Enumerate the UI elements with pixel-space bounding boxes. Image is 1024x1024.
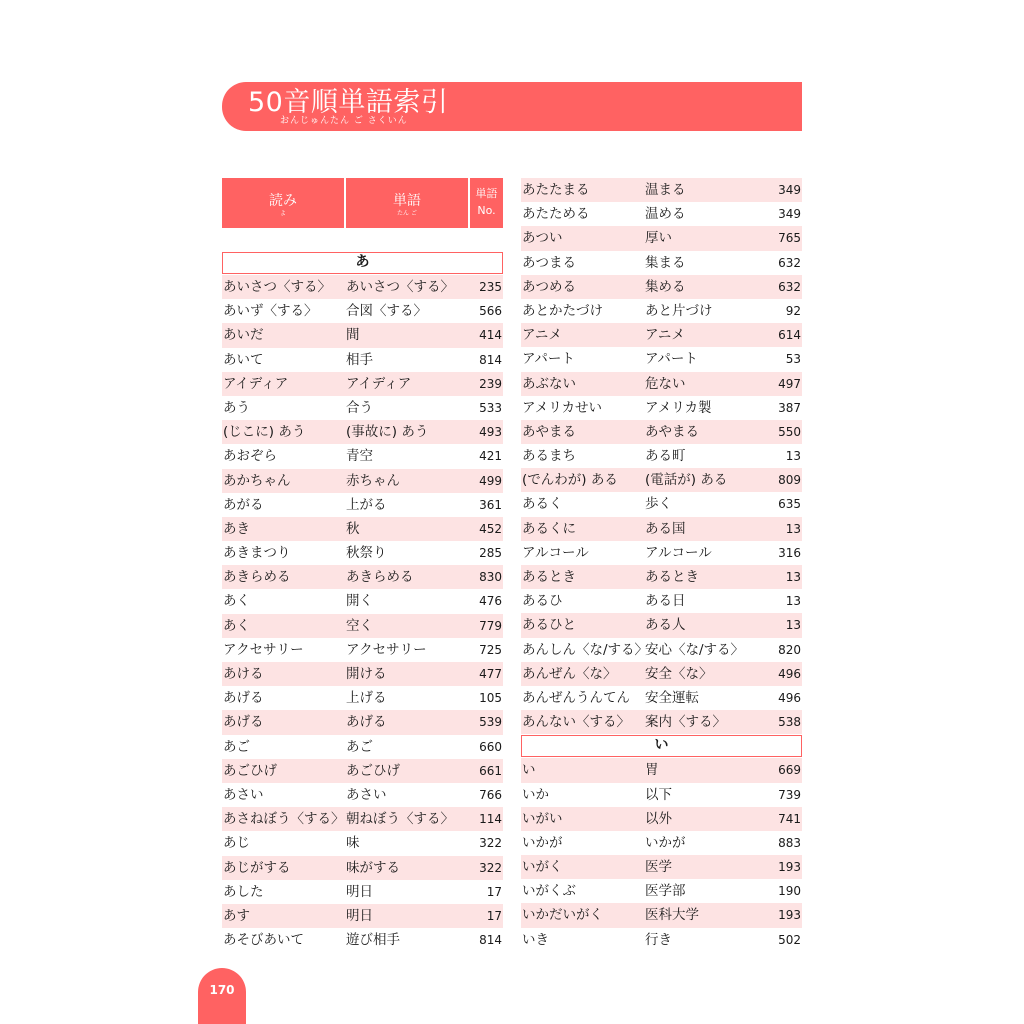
entry-word: 青空: [346, 448, 373, 465]
entry-word: 温める: [645, 206, 686, 223]
entry-number: 349: [778, 207, 801, 222]
entry-reading: あげる: [223, 690, 264, 707]
entry-number: 190: [778, 884, 801, 899]
index-row: [521, 226, 802, 250]
entry-reading: あたたまる: [522, 182, 590, 198]
entry-word: 医学部: [645, 883, 686, 900]
index-row: [222, 638, 503, 662]
entry-word: アクセサリー: [346, 641, 427, 658]
entry-number: 493: [479, 425, 502, 440]
header-number-line1: 単語: [475, 187, 498, 200]
index-row: [521, 202, 802, 226]
entry-reading: あんない〈する〉: [522, 714, 630, 731]
entry-number: 13: [785, 449, 801, 464]
index-row: [521, 807, 802, 831]
index-row: [222, 323, 503, 347]
entry-reading: あした: [223, 883, 264, 900]
header-word-label: 単語: [393, 193, 421, 209]
index-row: [222, 541, 503, 565]
entry-reading: アメリカせい: [522, 399, 603, 416]
entry-reading: いがくぶ: [522, 883, 576, 900]
header-reading: [222, 178, 344, 228]
index-row: [521, 831, 802, 855]
entry-number: 830: [479, 570, 502, 585]
entry-reading: あじ: [223, 835, 250, 852]
entry-number: 13: [785, 618, 801, 633]
entry-word: 医学: [645, 859, 672, 876]
entry-number: 452: [479, 521, 502, 536]
page-title-ruby: おんじゅんたん ご さくいん: [280, 116, 408, 126]
entry-word: 集まる: [645, 254, 686, 271]
entry-reading: あさねぼう〈する〉: [223, 811, 345, 828]
entry-word: 赤ちゃん: [346, 472, 400, 489]
index-column-left: [222, 251, 503, 952]
entry-reading: あいだ: [223, 327, 264, 344]
entry-number: 13: [785, 521, 801, 536]
entry-word: 遊び相手: [346, 932, 400, 949]
entry-number: 669: [778, 763, 801, 778]
entry-word: 以下: [645, 786, 672, 803]
entry-reading: あかちゃん: [223, 472, 291, 489]
entry-number: 349: [778, 183, 801, 197]
entry-word: (電話が) ある: [645, 472, 728, 489]
index-row: [521, 565, 802, 589]
index-row: [222, 759, 503, 783]
entry-reading: (じこに) あう: [223, 424, 306, 441]
index-row: [521, 758, 802, 782]
index-row: [521, 855, 802, 879]
entry-number: 496: [778, 666, 801, 681]
entry-reading: あじがする: [223, 859, 291, 876]
entry-reading: アルコール: [522, 544, 589, 561]
index-row: [521, 710, 802, 734]
entry-reading: あつめる: [522, 278, 576, 295]
entry-number: 53: [785, 352, 801, 367]
entry-reading: あき: [223, 520, 250, 537]
entry-number: 476: [479, 594, 502, 609]
entry-number: 566: [479, 304, 502, 319]
entry-word: 秋祭り: [346, 545, 387, 562]
entry-reading: あごひげ: [223, 762, 277, 779]
entry-word: アパート: [645, 351, 698, 368]
index-row: [521, 517, 802, 541]
index-row: [521, 444, 802, 468]
entry-word: 合図〈する〉: [346, 303, 427, 320]
entry-number: 316: [778, 545, 801, 560]
entry-reading: あご: [223, 738, 250, 755]
index-row: [222, 856, 503, 880]
entry-word: 胃: [645, 762, 659, 779]
entry-number: 105: [479, 691, 502, 706]
index-row: [222, 880, 503, 904]
entry-word: 明日: [346, 907, 373, 924]
entry-word: あるとき: [645, 569, 699, 585]
entry-reading: あるく: [522, 496, 563, 513]
entry-number: 725: [479, 642, 502, 657]
entry-number: 421: [479, 449, 502, 464]
entry-number: 766: [479, 787, 502, 802]
index-row: [521, 686, 802, 710]
entry-number: 779: [479, 618, 502, 633]
entry-reading: い: [522, 762, 536, 779]
index-row: [521, 251, 802, 275]
entry-word: ある人: [645, 617, 686, 634]
page-number-tab: [198, 968, 246, 1024]
entry-word: 開く: [346, 593, 373, 610]
entry-word: あげる: [346, 714, 387, 731]
entry-reading: あさい: [223, 786, 264, 803]
entry-number: 92: [785, 303, 801, 318]
entry-reading: あげる: [223, 714, 264, 731]
index-row: [222, 299, 503, 323]
index-row: [222, 831, 503, 855]
entry-number: 17: [486, 884, 502, 899]
index-row: [222, 396, 503, 420]
entry-reading: あぶない: [522, 375, 576, 392]
index-column-right: [521, 178, 802, 952]
entry-number: 361: [479, 497, 502, 512]
entry-word: 温まる: [645, 182, 686, 198]
index-row: [521, 541, 802, 565]
index-row: [521, 613, 802, 637]
index-row: [222, 372, 503, 396]
index-row: [521, 178, 802, 202]
title-banner: [222, 82, 802, 131]
entry-reading: アパート: [522, 351, 575, 368]
entry-word: あご: [346, 738, 373, 755]
entry-word: 明日: [346, 883, 373, 900]
entry-word: 開ける: [346, 666, 387, 682]
entry-word: 合う: [346, 399, 373, 416]
index-row: [521, 879, 802, 903]
entry-reading: あたためる: [522, 206, 590, 223]
entry-reading: いかだいがく: [522, 907, 603, 924]
entry-number: 239: [479, 376, 502, 391]
index-row: [521, 783, 802, 807]
page-number: 170: [209, 983, 235, 997]
entry-reading: あとかたづけ: [522, 302, 603, 319]
header-word: [346, 178, 468, 228]
entry-number: 814: [479, 933, 502, 948]
entry-reading: あつい: [522, 230, 563, 247]
entry-number: 635: [778, 497, 801, 512]
index-row: [521, 638, 802, 662]
entry-reading: いがく: [522, 859, 563, 876]
entry-reading: あんぜんうんてん: [522, 689, 630, 706]
entry-word: 上げる: [346, 690, 387, 707]
entry-word: 危ない: [645, 375, 686, 392]
index-row: [222, 565, 503, 589]
entry-reading: あんしん〈な/する〉: [522, 641, 649, 658]
index-row: [521, 492, 802, 516]
entry-word: 安全運転: [645, 689, 699, 706]
entry-word: 相手: [346, 351, 373, 368]
index-row: [521, 323, 802, 347]
entry-reading: あいさつ〈する〉: [223, 279, 331, 295]
entry-word: 安心〈な/する〉: [645, 641, 745, 658]
entry-reading: あく: [223, 593, 250, 610]
header-reading-label: 読み: [269, 193, 297, 209]
entry-reading: あきまつり: [223, 545, 291, 562]
entry-word: 味: [346, 835, 360, 852]
entry-number: 322: [479, 860, 502, 875]
entry-reading: あいて: [223, 351, 264, 368]
entry-word: あごひげ: [346, 762, 400, 779]
entry-number: 739: [778, 787, 801, 802]
entry-word: 味がする: [346, 859, 400, 876]
index-row: [521, 589, 802, 613]
entry-reading: いか: [522, 786, 549, 803]
entry-number: 883: [778, 835, 801, 850]
entry-word: あいさつ〈する〉: [346, 279, 454, 295]
entry-number: 661: [479, 763, 502, 778]
entry-reading: あつまる: [522, 254, 576, 271]
index-row: [521, 420, 802, 444]
entry-word: 集める: [645, 278, 686, 295]
entry-reading: アクセサリー: [223, 641, 304, 658]
entry-number: 477: [479, 667, 502, 681]
entry-reading: あける: [223, 666, 264, 682]
entry-reading: あるまち: [522, 448, 576, 465]
entry-number: 285: [479, 546, 502, 561]
entry-reading: アイディア: [223, 375, 289, 392]
entry-word: 朝ねぼう〈する〉: [346, 811, 454, 828]
entry-number: 322: [479, 836, 502, 851]
header-number-line2: No.: [477, 204, 496, 217]
entry-number: 538: [778, 715, 801, 730]
entry-reading: あう: [223, 399, 250, 416]
index-row: [222, 275, 503, 299]
entry-word: 医科大学: [645, 907, 699, 924]
entry-word: ある日: [645, 593, 686, 610]
entry-number: 496: [778, 690, 801, 705]
entry-reading: あんぜん〈な〉: [522, 665, 617, 682]
index-row: [222, 904, 503, 928]
index-row: [222, 589, 503, 613]
header-number: [470, 178, 503, 228]
entry-reading: あがる: [223, 496, 264, 513]
entry-reading: あるひ: [522, 593, 563, 610]
entry-number: 660: [479, 739, 502, 754]
entry-number: 502: [778, 932, 801, 947]
kana-section-heading: あ: [222, 252, 503, 274]
index-row: [222, 493, 503, 517]
entry-number: 533: [479, 400, 502, 415]
entry-number: 13: [785, 594, 801, 609]
index-row: [222, 662, 503, 686]
index-row: [222, 686, 503, 710]
entry-reading: いがい: [522, 810, 563, 827]
entry-word: 案内〈する〉: [645, 714, 726, 731]
index-row: [222, 807, 503, 831]
entry-word: いかが: [645, 834, 686, 851]
index-row: [222, 444, 503, 468]
entry-number: 632: [778, 255, 801, 270]
entry-word: あと片づけ: [645, 302, 713, 319]
entry-number: 614: [778, 328, 801, 343]
entry-number: 13: [785, 570, 801, 584]
entry-word: アルコール: [645, 544, 712, 561]
entry-word: 空く: [346, 617, 373, 634]
entry-word: あやまる: [645, 423, 699, 440]
entry-reading: (でんわが) ある: [522, 472, 618, 489]
entry-number: 235: [479, 280, 502, 294]
entry-number: 809: [778, 473, 801, 488]
entry-number: 765: [778, 231, 801, 246]
table-header: [222, 178, 503, 228]
entry-word: 安全〈な〉: [645, 665, 713, 682]
entry-number: 414: [479, 328, 502, 343]
header-word-ruby: たん ご: [397, 210, 417, 217]
entry-number: 499: [479, 473, 502, 488]
entry-reading: あきらめる: [223, 569, 291, 586]
entry-word: 行き: [645, 931, 672, 948]
entry-number: 814: [479, 352, 502, 367]
index-row: [521, 396, 802, 420]
entry-word: あさい: [346, 786, 387, 803]
entry-word: 歩く: [645, 496, 672, 513]
entry-reading: あす: [223, 907, 250, 924]
entry-word: 秋: [346, 520, 360, 537]
entry-word: (事故に) あう: [346, 424, 429, 441]
entry-word: 上がる: [346, 496, 387, 513]
index-row: [222, 710, 503, 734]
entry-number: 539: [479, 715, 502, 730]
index-row: [521, 275, 802, 299]
entry-reading: あるくに: [522, 520, 576, 537]
entry-reading: アニメ: [522, 327, 562, 344]
kana-section-heading: い: [521, 735, 802, 757]
entry-word: アイディア: [346, 375, 412, 392]
index-row: [521, 299, 802, 323]
entry-number: 741: [778, 811, 801, 826]
entry-number: 632: [778, 279, 801, 294]
entry-reading: あいず〈する〉: [223, 303, 318, 320]
index-row: [222, 420, 503, 444]
entry-number: 820: [778, 642, 801, 657]
entry-number: 387: [778, 400, 801, 415]
entry-number: 193: [778, 908, 801, 923]
entry-reading: あく: [223, 617, 250, 634]
page-title: 50音順単語索引: [248, 87, 449, 118]
entry-reading: あるとき: [522, 569, 576, 585]
entry-word: ある町: [645, 448, 686, 465]
index-row: [521, 347, 802, 371]
index-row: [521, 372, 802, 396]
entry-word: 以外: [645, 810, 672, 827]
entry-word: アニメ: [645, 327, 685, 344]
entry-reading: いき: [522, 931, 549, 948]
index-row: [222, 614, 503, 638]
index-row: [222, 783, 503, 807]
entry-word: ある国: [645, 520, 686, 537]
entry-reading: いかが: [522, 834, 563, 851]
entry-reading: あるひと: [522, 617, 576, 634]
entry-reading: あそびあいて: [223, 932, 304, 949]
index-row: [222, 517, 503, 541]
entry-word: 厚い: [645, 230, 672, 247]
entry-number: 114: [479, 812, 502, 827]
index-row: [222, 348, 503, 372]
entry-word: あきらめる: [346, 569, 414, 586]
index-row: [222, 735, 503, 759]
entry-number: 17: [486, 908, 502, 923]
entry-word: アメリカ製: [645, 399, 712, 416]
entry-number: 497: [778, 376, 801, 391]
index-row: [521, 903, 802, 927]
index-row: [521, 928, 802, 952]
entry-reading: あおぞら: [223, 448, 277, 465]
index-row: [521, 468, 802, 492]
entry-reading: あやまる: [522, 423, 576, 440]
header-reading-ruby: よ: [279, 210, 286, 217]
entry-number: 193: [778, 860, 801, 875]
entry-number: 550: [778, 424, 801, 439]
index-row: [222, 928, 503, 952]
entry-word: 間: [346, 327, 360, 344]
index-row: [521, 662, 802, 686]
index-row: [222, 469, 503, 493]
